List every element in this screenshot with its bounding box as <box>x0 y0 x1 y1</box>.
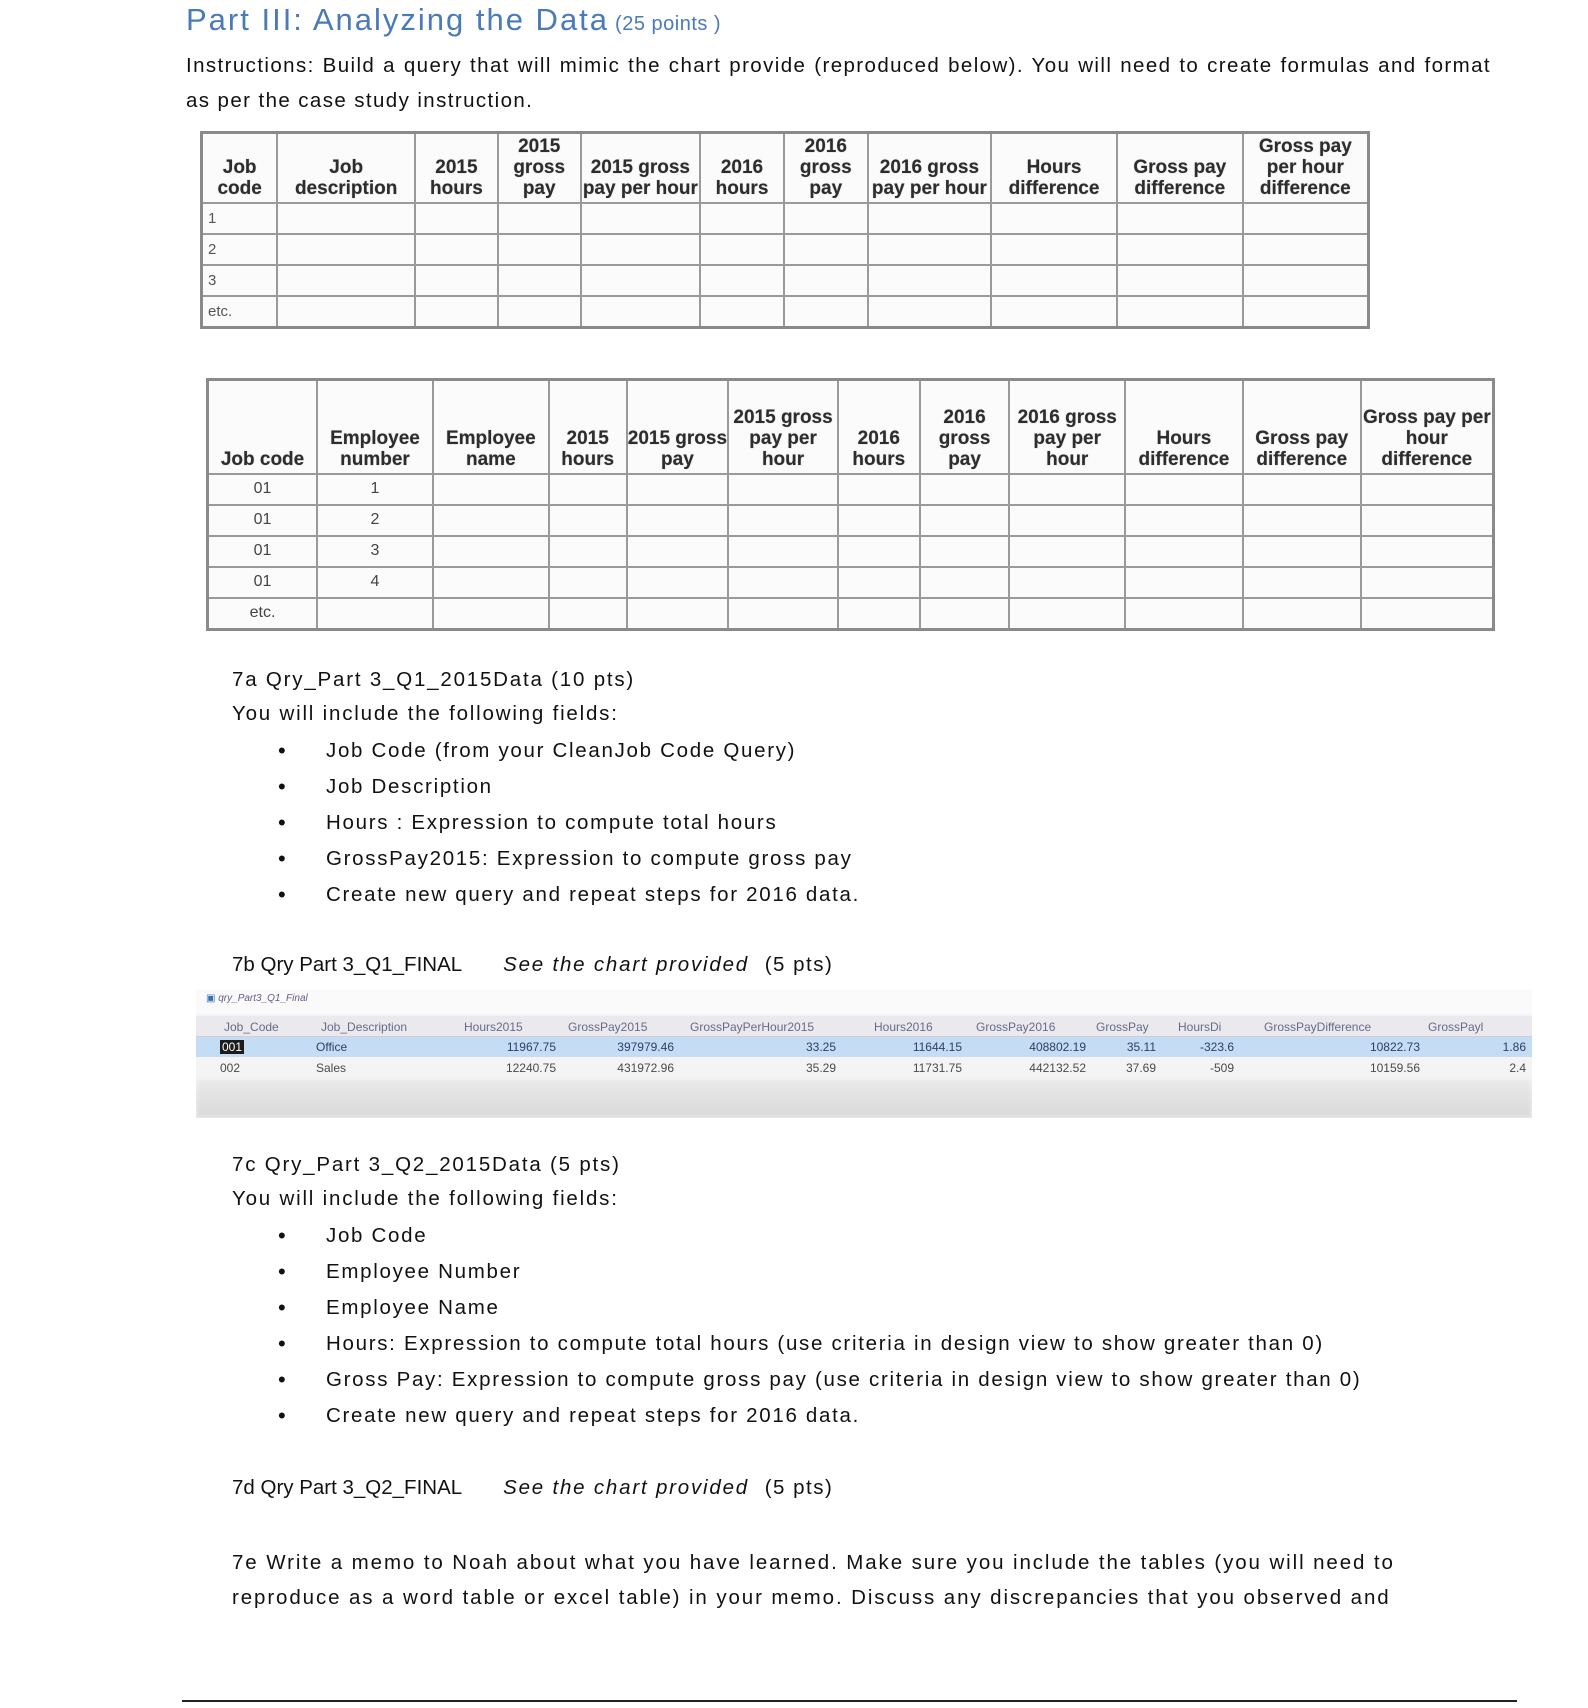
q7c-field-list <box>270 1218 1361 1434</box>
table-cell <box>581 234 701 265</box>
employee-number-cell <box>317 598 433 630</box>
table-cell <box>728 567 838 598</box>
table-cell <box>415 234 498 265</box>
job-code-cell: 3 <box>202 265 278 296</box>
section-title-text: Part III: Analyzing the Data <box>186 2 610 37</box>
job-code-cell: 01 <box>208 474 318 505</box>
table-header-row <box>202 133 1369 203</box>
list-item: • Gross Pay: Expression to compute gross pay (use criteria in design view to show greater than 0) <box>270 1362 1361 1398</box>
table-cell <box>1117 234 1243 265</box>
employee-number-cell: 4 <box>317 567 433 598</box>
table-cell <box>728 474 838 505</box>
header-cell: Job code <box>208 380 318 474</box>
instructions-paragraph: Instructions: Build a query that will mimic the chart provide (reproduced below). You will need to create formulas and format as per the case study instruction. <box>186 54 1491 112</box>
table-cell <box>1243 265 1369 296</box>
q7d-label: 7d Qry Part 3_Q2_FINAL <box>232 1476 462 1499</box>
bullet-icon: • <box>278 774 288 799</box>
table-cell <box>784 234 868 265</box>
table-cell <box>838 567 920 598</box>
table-cell <box>1243 474 1361 505</box>
table-row <box>208 536 1494 567</box>
header-cell: Gross pay per hour difference <box>1361 380 1494 474</box>
table-cell <box>838 536 920 567</box>
list-item: • Employee Name <box>270 1290 1361 1326</box>
query-tab-bar <box>196 990 1532 1014</box>
column-header[interactable]: GrossPayDifference <box>1264 1020 1372 1034</box>
column-header[interactable]: GrossPay2016 <box>976 1020 1056 1034</box>
table-cell <box>1009 505 1125 536</box>
table-cell <box>868 265 991 296</box>
section-title <box>186 2 721 38</box>
q7b-points: (5 pts) <box>764 953 834 976</box>
table-cell <box>277 265 415 296</box>
table-cell <box>838 505 920 536</box>
table-cell <box>549 536 627 567</box>
table-row <box>202 203 1369 234</box>
q7a-heading: 7a Qry_Part 3_Q1_2015Data (10 pts) <box>232 668 636 691</box>
table-row[interactable]: 001 Office 11967.75 397979.46 33.25 11644.15 408802.19 35.11 -323.6 10822.73 1.86 <box>196 1037 1532 1057</box>
table-cell <box>700 234 784 265</box>
header-cell: 2016 gross pay per hour <box>868 133 991 203</box>
q7a-intro: You will include the following fields: <box>232 702 619 725</box>
table-cell <box>627 536 729 567</box>
sample-table-employee-detail <box>206 378 1495 631</box>
header-cell: 2015 gross pay <box>498 133 581 203</box>
header-cell: 2015 gross pay <box>627 380 729 474</box>
table-cell <box>581 265 701 296</box>
header-cell: Job description <box>277 133 415 203</box>
header-cell: 2016 gross pay <box>920 380 1010 474</box>
table-cell <box>415 203 498 234</box>
table-cell <box>991 234 1117 265</box>
table-cell <box>549 598 627 630</box>
employee-number-cell: 1 <box>317 474 433 505</box>
table-cell <box>1125 505 1243 536</box>
table-row <box>208 598 1494 630</box>
header-cell: 2016 hours <box>700 133 784 203</box>
list-item: • Create new query and repeat steps for 2016 data. <box>270 877 860 913</box>
table-cell <box>1361 598 1494 630</box>
table-cell <box>1361 536 1494 567</box>
blurred-rows <box>196 1080 1532 1118</box>
table-cell <box>1125 536 1243 567</box>
section-points: (25 points ) <box>615 13 722 35</box>
table-row <box>202 265 1369 296</box>
column-header[interactable]: Job_Description <box>321 1020 408 1034</box>
table-cell <box>700 265 784 296</box>
bullet-icon: • <box>278 1403 288 1428</box>
table-cell <box>700 296 784 328</box>
table-cell <box>549 567 627 598</box>
q7e-paragraph <box>232 1545 1492 1615</box>
table-cell <box>549 474 627 505</box>
table-cell <box>1125 474 1243 505</box>
column-header[interactable]: GrossPay2015 <box>568 1020 648 1034</box>
table-cell <box>581 203 701 234</box>
table-row <box>202 296 1369 328</box>
table-cell <box>700 203 784 234</box>
table-cell <box>991 203 1117 234</box>
table-cell <box>868 234 991 265</box>
job-code-cell: 01 <box>208 567 318 598</box>
header-cell: 2015 gross pay per hour <box>581 133 701 203</box>
column-header[interactable]: GrossPay <box>1096 1020 1149 1034</box>
header-cell: 2016 hours <box>838 380 920 474</box>
table-row <box>202 234 1369 265</box>
header-cell: 2016 gross pay per hour <box>1009 380 1125 474</box>
bullet-icon: • <box>278 882 288 907</box>
q7e-text: Write a memo to Noah about what you have learned. Make sure you include the tables (you will need to reproduce as a word table or excel table) in your memo. Discuss any discrepancies that you observed and <box>232 1551 1395 1609</box>
table-cell <box>627 505 729 536</box>
table-cell <box>433 567 549 598</box>
table-cell <box>784 203 868 234</box>
table-cell <box>1125 567 1243 598</box>
table-cell <box>1125 598 1243 630</box>
table-cell <box>920 536 1010 567</box>
table-cell <box>868 296 991 328</box>
page-divider <box>182 1700 1517 1702</box>
employee-number-cell: 2 <box>317 505 433 536</box>
table-row[interactable]: 002 Sales 12240.75 431972.96 35.29 11731.75 442132.52 37.69 -509 10159.56 2.4 <box>220 1061 1526 1075</box>
table-row <box>208 505 1494 536</box>
query-icon: ▣ <box>206 993 216 1004</box>
job-code-cell: 1 <box>202 203 278 234</box>
column-header[interactable]: Hours2016 <box>874 1020 933 1034</box>
table-cell <box>991 265 1117 296</box>
table-cell <box>415 296 498 328</box>
table-cell <box>1243 296 1369 328</box>
header-cell: Hours difference <box>991 133 1117 203</box>
table-cell <box>920 567 1010 598</box>
q7a-field-list <box>270 733 860 913</box>
bullet-icon: • <box>278 1259 288 1284</box>
bullet-icon: • <box>278 810 288 835</box>
job-code-cell: 2 <box>202 234 278 265</box>
q7c-heading: 7c Qry_Part 3_Q2_2015Data (5 pts) <box>232 1153 621 1176</box>
table-cell <box>1243 203 1369 234</box>
header-cell: Gross pay difference <box>1243 380 1361 474</box>
q7c-intro: You will include the following fields: <box>232 1187 619 1210</box>
table-cell <box>277 296 415 328</box>
q7b-label: 7b Qry Part 3_Q1_FINAL <box>232 953 462 976</box>
employee-number-cell: 3 <box>317 536 433 567</box>
header-cell: Job code <box>202 133 278 203</box>
header-cell: 2016 gross pay <box>784 133 868 203</box>
table-cell <box>1117 265 1243 296</box>
q7b-line <box>232 953 833 977</box>
column-header[interactable]: Hours2015 <box>464 1020 523 1034</box>
table-cell <box>627 598 729 630</box>
list-item: • Employee Number <box>270 1254 1361 1290</box>
table-cell <box>1009 567 1125 598</box>
table-cell <box>277 234 415 265</box>
access-query-screenshot <box>196 990 1532 1118</box>
table-cell <box>1009 598 1125 630</box>
table-cell <box>728 598 838 630</box>
q7d-note: See the chart provided <box>503 1476 749 1499</box>
table-cell <box>433 598 549 630</box>
table-cell <box>277 203 415 234</box>
bullet-icon: • <box>278 738 288 763</box>
q7d-points: (5 pts) <box>764 1476 834 1499</box>
column-header[interactable]: GrossPayPerHour2015 <box>690 1020 815 1034</box>
table-cell <box>728 505 838 536</box>
datasheet-header <box>196 1016 1532 1037</box>
table-cell <box>415 265 498 296</box>
table-cell <box>728 536 838 567</box>
job-code-cell: etc. <box>208 598 318 630</box>
table-cell <box>868 203 991 234</box>
header-cell: Employee number <box>317 380 433 474</box>
bullet-icon: • <box>278 1223 288 1248</box>
q7d-line <box>232 1476 833 1500</box>
table-cell <box>433 505 549 536</box>
table-cell <box>627 567 729 598</box>
table-cell <box>549 505 627 536</box>
list-item: • Job Code (from your CleanJob Code Query) <box>270 733 860 769</box>
job-code-cell: 01 <box>208 505 318 536</box>
header-cell: 2015 gross pay per hour <box>728 380 838 474</box>
table-cell <box>581 296 701 328</box>
table-cell <box>627 474 729 505</box>
header-cell: Hours difference <box>1125 380 1243 474</box>
table-cell <box>1243 505 1361 536</box>
table-cell <box>920 474 1010 505</box>
column-header[interactable]: GrossPayl <box>1428 1020 1484 1034</box>
table-cell <box>920 598 1010 630</box>
table-cell <box>433 474 549 505</box>
table-row <box>208 567 1494 598</box>
table-cell <box>784 265 868 296</box>
job-code-cell: etc. <box>202 296 278 328</box>
bullet-icon: • <box>278 846 288 871</box>
table-cell <box>433 536 549 567</box>
header-cell: 2015 hours <box>549 380 627 474</box>
list-item: • Job Code <box>270 1218 1361 1254</box>
table-row <box>208 474 1494 505</box>
table-header-row <box>208 380 1494 474</box>
table-cell <box>784 296 868 328</box>
header-cell: Employee name <box>433 380 549 474</box>
list-item: • Hours: Expression to compute total hours (use criteria in design view to show greater than 0) <box>270 1326 1361 1362</box>
sample-table-job-summary <box>200 131 1370 329</box>
job-code-cell: 01 <box>208 536 318 567</box>
table-cell <box>1009 536 1125 567</box>
q7b-note: See the chart provided <box>503 953 749 976</box>
column-header[interactable]: HoursDi <box>1178 1020 1222 1034</box>
list-item: • Create new query and repeat steps for 2016 data. <box>270 1398 1361 1434</box>
table-cell <box>498 203 581 234</box>
bullet-icon: • <box>278 1295 288 1320</box>
table-cell <box>1117 203 1243 234</box>
query-tab[interactable]: ▣ qry_Part3_Q1_Final <box>206 993 308 1004</box>
table-cell <box>838 474 920 505</box>
table-cell <box>1243 598 1361 630</box>
header-cell: 2015 hours <box>415 133 498 203</box>
table-cell <box>1243 567 1361 598</box>
table-cell <box>1243 536 1361 567</box>
table-cell <box>498 296 581 328</box>
table-cell <box>1117 296 1243 328</box>
column-header[interactable]: Job_Code <box>224 1020 279 1034</box>
list-item: • Job Description <box>270 769 860 805</box>
table-cell <box>498 265 581 296</box>
list-item: • Hours : Expression to compute total hours <box>270 805 860 841</box>
table-cell <box>1243 234 1369 265</box>
table-cell <box>498 234 581 265</box>
list-item: • GrossPay2015: Expression to compute gross pay <box>270 841 860 877</box>
bullet-icon: • <box>278 1367 288 1392</box>
table-cell <box>991 296 1117 328</box>
table-cell <box>1361 474 1494 505</box>
table-cell <box>1009 474 1125 505</box>
table-cell <box>1361 567 1494 598</box>
table-cell <box>1361 505 1494 536</box>
table-cell <box>838 598 920 630</box>
bullet-icon: • <box>278 1331 288 1356</box>
header-cell: Gross pay difference <box>1117 133 1243 203</box>
header-cell: Gross pay per hour difference <box>1243 133 1369 203</box>
table-cell <box>920 505 1010 536</box>
q7e-label: 7e <box>232 1551 259 1574</box>
